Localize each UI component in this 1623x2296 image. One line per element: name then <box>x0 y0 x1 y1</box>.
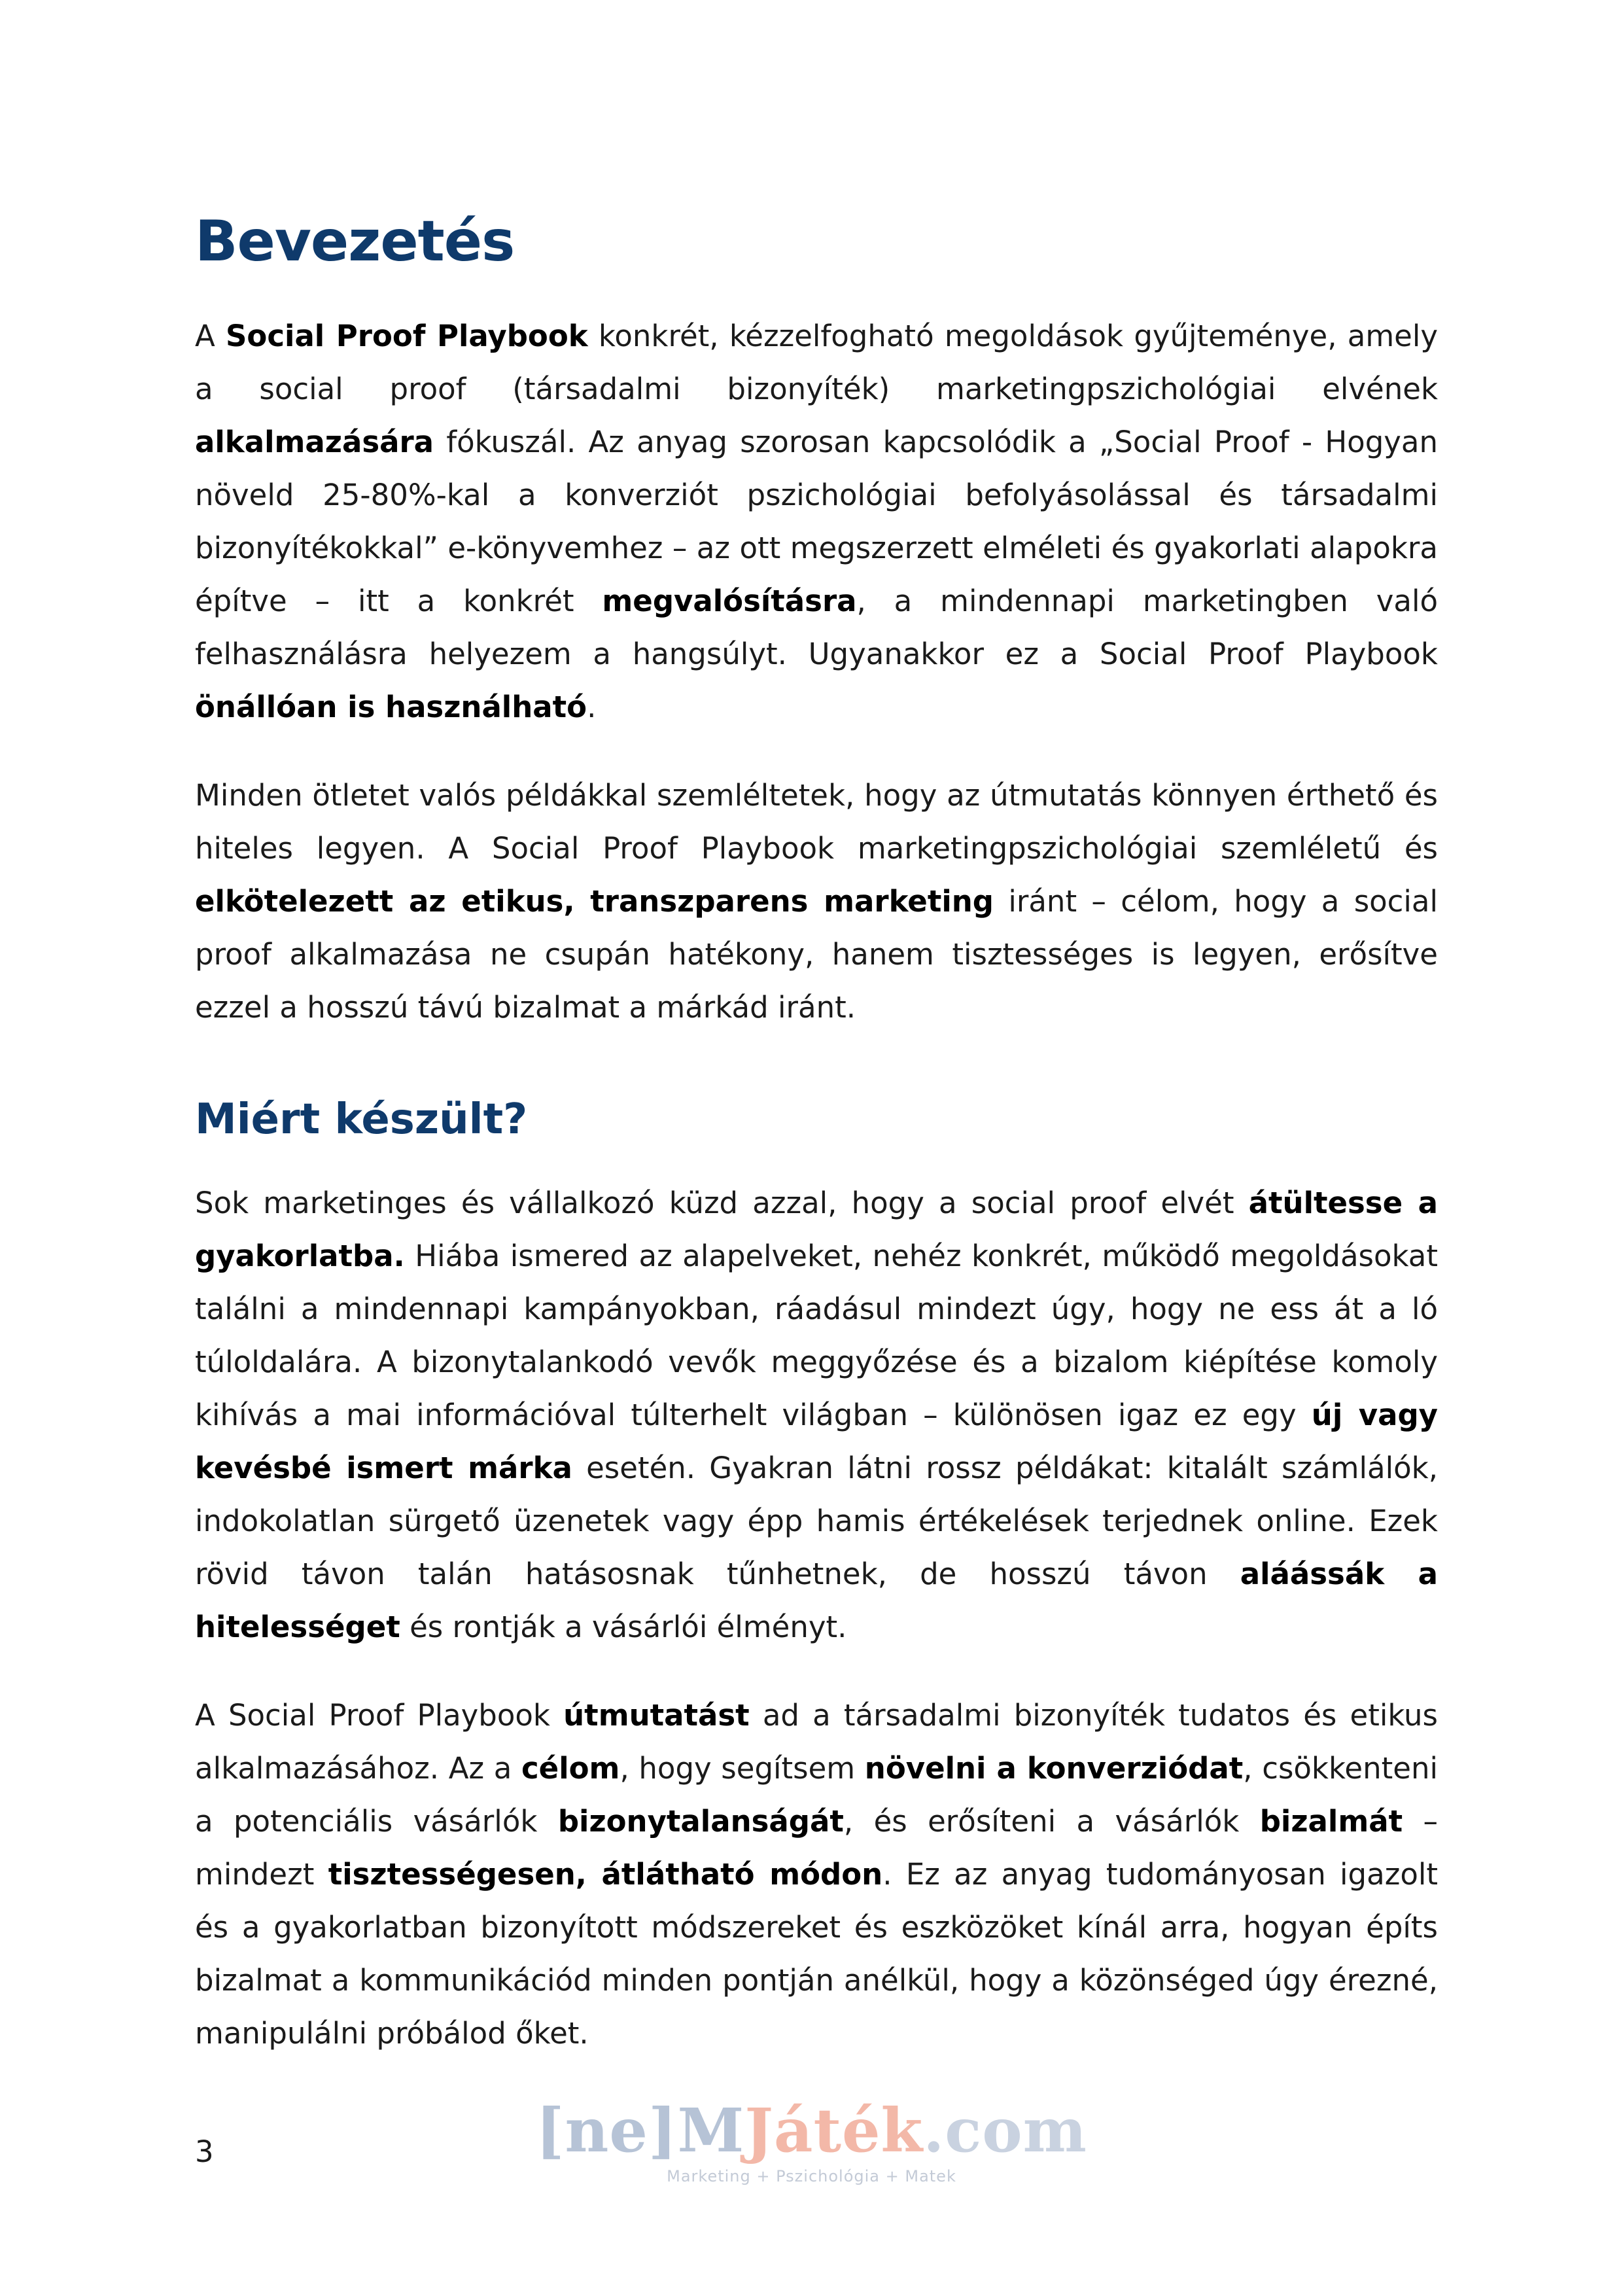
intro-paragraph-2: Minden ötletet valós példákkal szemléltetek, hogy az útmutatás könnyen érthető és hiteles legyen. A Social Proof Playbook marketingpszichológiai szemléletű és elkötelezett az etikus, transzparens marketing iránt – célom, hogy a social proof alkalmazása ne csupán hatékony, hanem tisztességes is legyen, erősítve ezzel a hosszú távú bizalmat a márkád iránt. <box>195 777 1439 1025</box>
brand-tagline: Marketing + Pszichológia + Matek <box>667 2167 956 2185</box>
emphasis-text: megvalósításra <box>602 583 857 618</box>
logo-m: M <box>677 2095 745 2166</box>
emphasis-text: bizalmát <box>1259 1803 1403 1839</box>
emphasis-text: Social Proof Playbook <box>226 318 588 353</box>
emphasis-text: aláássák a hitelességet <box>195 1556 1438 1644</box>
emphasis-text: bizonytalanságát <box>557 1803 844 1839</box>
logo-ne: ne <box>565 2095 648 2166</box>
emphasis-text: növelni a konverziódat <box>864 1750 1244 1786</box>
logo-open-bracket: [ <box>535 2095 565 2166</box>
page-footer <box>0 2081 1623 2212</box>
brand-logo <box>0 2095 1623 2166</box>
page-content <box>195 211 1438 2095</box>
emphasis-text: új vagy kevésbé ismert márka <box>195 1397 1439 1485</box>
emphasis-text: célom <box>521 1750 620 1786</box>
intro-heading: Bevezetés <box>195 209 515 274</box>
emphasis-text: önállóan is használható <box>195 689 587 724</box>
why-paragraph-1: Sok marketinges és vállalkozó küzd azzal, hogy a social proof elvét átültesse a gyakorlatba. Hiába ismered az alapelveket, nehéz konkrét, működő megoldásokat találni a mindennapi kampányokban, ráadásul mindezt úgy, hogy ne ess át a ló túloldalára. A bizonytalankodó vevők meggyőzése és a bizalom kiépítése komoly kihívás a mai információval túlterhelt világban – különösen igaz ez egy új vagy kevésbé ismert márka esetén. Gyakran látni rossz példákat: kitalált számlálók, indokolatlan sürgető üzenetek vagy épp hamis értékelések terjednek online. Ezek rövid távon talán hatásosnak tűnhetnek, de hosszú távon aláássák a hitelességet és rontják a vásárlói élményt. <box>195 1185 1439 1644</box>
intro-paragraph-1: A Social Proof Playbook konkrét, kézzelfogható megoldások gyűjteménye, amely a social proof (társadalmi bizonyíték) marketingpszichológiai elvének alkalmazására fókuszál. Az anyag szorosan kapcsolódik a „Social Proof - Hogyan növeld 25-80%-kal a konverziót pszichológiai befolyásolással és társadalmi bizonyítékokkal” e-könyvemhez – az ott megszerzett elméleti és gyakorlati alapokra építve – itt a konkrét megvalósításra, a mindennapi marketingben való felhasználásra helyezem a hangsúlyt. Ugyanakkor ez a Social Proof Playbook önállóan is használható. <box>195 318 1438 724</box>
logo-jatek: Játék <box>744 2095 924 2166</box>
emphasis-text: útmutatást <box>563 1697 750 1733</box>
emphasis-text: tisztességesen, átlátható módon <box>328 1856 883 1892</box>
page-number: 3 <box>195 2134 214 2169</box>
why-heading: Miért készült? <box>195 1095 528 1144</box>
logo-com: .com <box>923 2095 1087 2166</box>
emphasis-text: elkötelezett az etikus, transzparens marketing <box>195 883 994 919</box>
logo-close-bracket: ] <box>648 2095 678 2166</box>
emphasis-text: alkalmazására <box>195 424 434 459</box>
why-paragraph-2: A Social Proof Playbook útmutatást ad a társadalmi bizonyíték tudatos és etikus alkalmazásához. Az a célom, hogy segítsem növelni a konverziódat, csökkenteni a potenciális vásárlók bizonytalanságát, és erősíteni a vásárlók bizalmát – mindezt tisztességesen, átlátható módon. Ez az anyag tudományosan igazolt és a gyakorlatban bizonyított módszereket és eszközöket kínál arra, hogyan építs bizalmat a kommunikációd minden pontján anélkül, hogy a közönséged úgy érezné, manipulálni próbálod őket. <box>195 1697 1439 2051</box>
emphasis-text: átültesse a gyakorlatba. <box>195 1185 1438 1273</box>
